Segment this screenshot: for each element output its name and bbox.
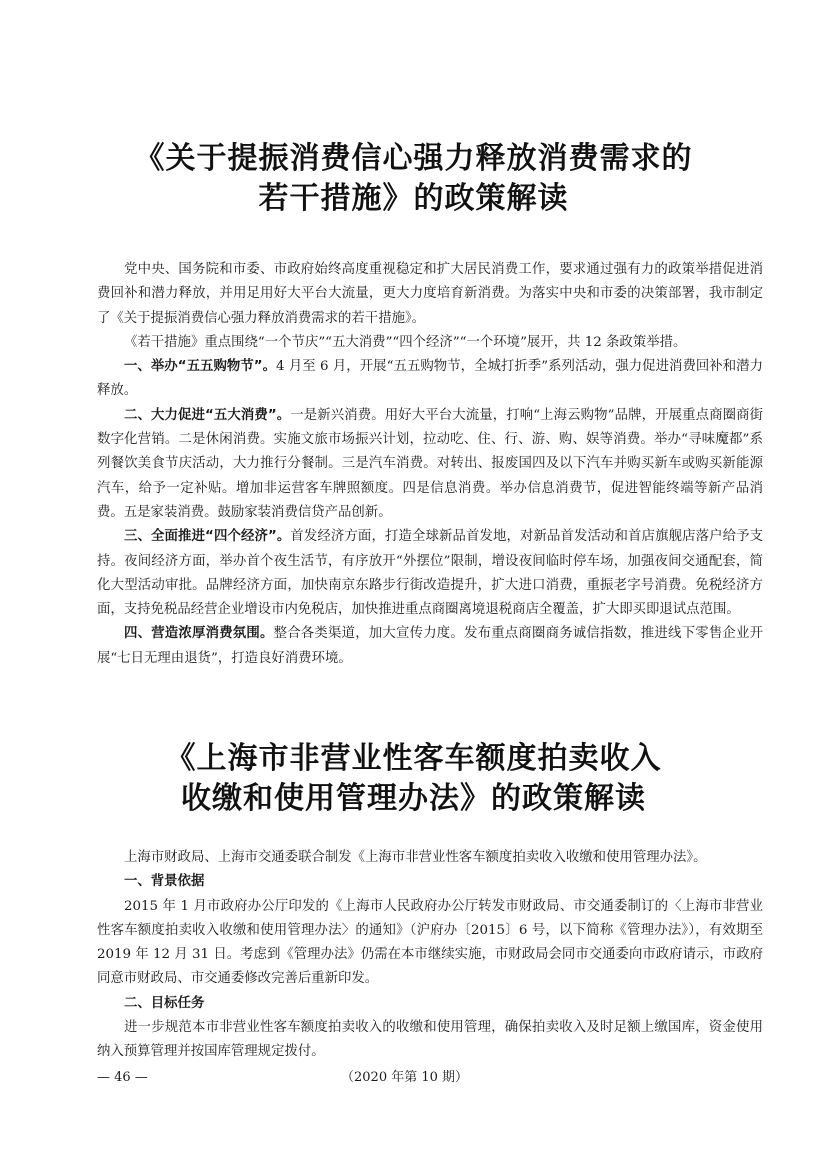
paragraph [97,355,763,404]
paragraph-text: 首发经济方面，打造全球新品首发地，对新品首发活动和首店旗舰店落户给予支持。夜间经济方面，举办首个夜生活节，有序放开“外摆位”限制，增设夜间临时停车场，加强夜间交通配套，简化大型活动审批。品牌经济方面，加快南京东路步行街改造提升，扩大进口消费，重振老字号消费。免税经济方面，支持免税品经营企业增设市内免税店，加快推进重点商圈离境退税商店全覆盖，扩大即买即退试点范围。 [97,529,763,618]
paragraph-lead: 二、大力促进“五大消费”。 [124,407,291,423]
issue-label: （2020 年第 10 期） [341,1070,469,1085]
section2-title [0,739,827,819]
page-number: — 46 — [97,1070,148,1085]
section2-body [97,846,763,1065]
paragraph [97,258,763,331]
paragraph-lead: 一、举办“五五购物节”。 [124,359,277,375]
paragraph-text: 整合各类渠道，加大宣传力度。发布重点商圈商务诚信指数，推进线下零售企业开展“七日无理由退货”，打造良好消费环境。 [97,626,764,666]
paragraph-lead: 三、全面推进“四个经济”。 [124,529,291,545]
section2-title-line1: 《上海市非营业性客车额度拍卖收入 [165,741,662,776]
section2-title-line2: 收缴和使用管理办法》的政策解读 [181,781,646,816]
paragraph-text: 《若干措施》重点围绕“一个节庆”“五大消费”“四个经济”“一个环境”展开，共 12 条政策举措。 [124,334,687,350]
section1-title-line2: 若干措施》的政策解读 [258,181,569,216]
section1-title [0,139,827,219]
section1-body [97,258,763,671]
paragraph-lead: 四、营造浓厚消费氛围。 [124,626,274,642]
paragraph [97,622,763,671]
paragraph-text: 4 月至 6 月，开展“五五购物节，全城打折季”系列活动，强力促进消费回补和潜力释放。 [97,359,764,399]
heading-background: 一、背景依据 [124,874,205,890]
section1-title-line1: 《关于提振消费信心强力释放消费需求的 [134,141,693,176]
heading-objectives: 二、目标任务 [124,995,205,1011]
paragraph-background: 2015 年 1 月市政府办公厅印发的《上海市人民政府办公厅转发市财政局、市交通委制订的〈上海市非营业性客车额度拍卖收入收缴和使用管理办法〉的通知》（沪府办〔2015〕6 号，以下简称《管理办法》），有效期至 2019 年 12 月 31 日。考虑到《管理办法》仍需在本市继续实施，市财政局会同市交通委向市政府请示，市政府同意市财政局、市交通委修改完善后重新印发。 [97,898,763,987]
paragraph-text: 党中央、国务院和市委、市政府始终高度重视稳定和扩大居民消费工作，要求通过强有力的政策举措促进消费回补和潜力释放，并用足用好大平台大流量，更大力度培育新消费。为落实中央和市委的决策部署，我市制定了《关于提振消费信心强力释放消费需求的若干措施》。 [97,262,763,326]
paragraph-objectives: 进一步规范本市非营业性客车额度拍卖收入的收缴和使用管理，确保拍卖收入及时足额上缴国库，资金使用纳入预算管理并按国库管理规定拨付。 [97,1020,763,1060]
paragraph-text: 一是新兴消费。用好大平台大流量，打响“上海云购物”品牌，开展重点商圈商街数字化营销。二是休闲消费。实施文旅市场振兴计划，拉动吃、住、行、游、购、娱等消费。举办“寻味魔都”系列餐饮美食节庆活动，大力推行分餐制。三是汽车消费。对转出、报废国四及以下汽车并购买新车或购买新能源汽车，给予一定补贴。增加非运营客车牌照额度。四是信息消费。举办信息消费节，促进智能终端等新产品消费。五是家装消费。鼓励家装消费信贷产品创新。 [97,407,763,520]
paragraph [97,404,763,525]
paragraph [97,525,763,622]
paragraph [97,331,763,355]
intro-paragraph: 上海市财政局、上海市交通委联合制发《上海市非营业性客车额度拍卖收入收缴和使用管理办法》。 [124,850,707,865]
